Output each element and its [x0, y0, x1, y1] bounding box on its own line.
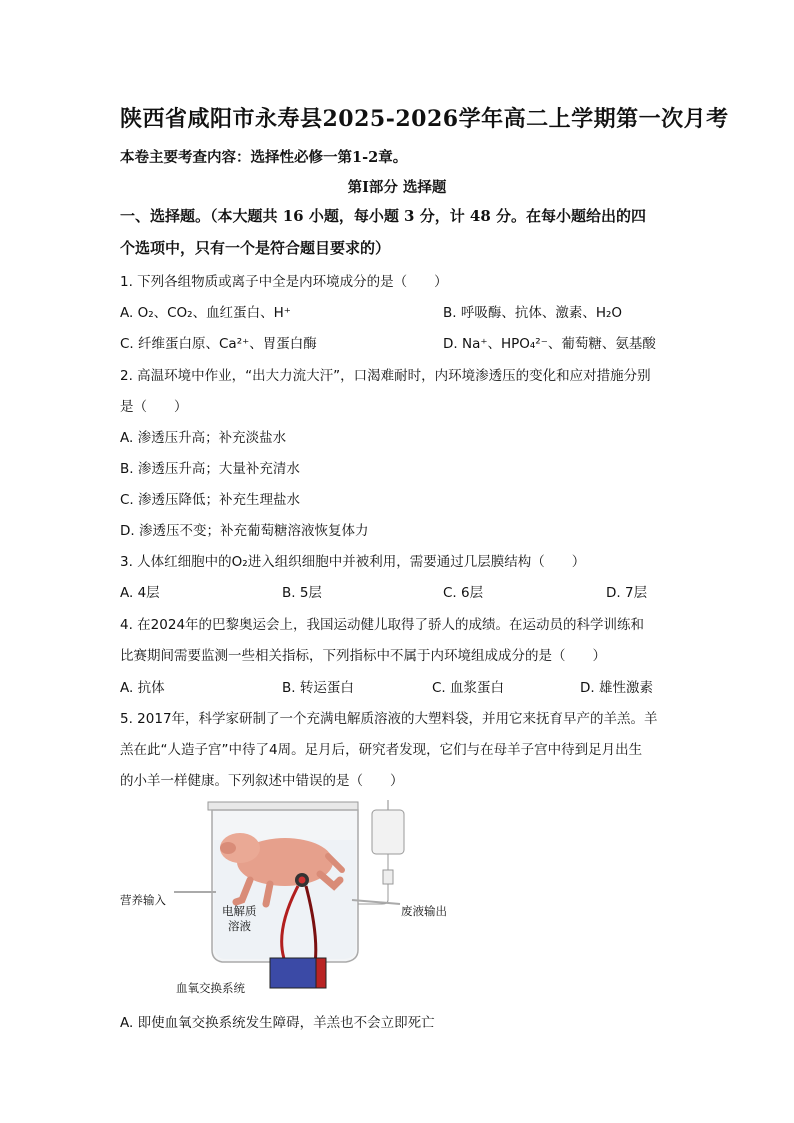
iv-bag-icon — [358, 800, 404, 904]
question-4-option-c: C. 血浆蛋白 — [432, 680, 505, 696]
artificial-womb-illustration — [120, 800, 480, 1000]
question-2-option-a: A. 渗透压升高；补充淡盐水 — [120, 430, 287, 446]
label-blood-oxygen-exchange: 血氧交换系统 — [176, 981, 245, 995]
label-waste-output: 废液输出 — [401, 904, 447, 918]
question-3-option-d: D. 7层 — [606, 585, 648, 601]
question-5-option-a: A. 即使血氧交换系统发生障碍，羊羔也不会立即死亡 — [120, 1015, 435, 1031]
waste-output-tube — [352, 900, 400, 904]
section-heading-line2: 个选项中，只有一个是符合题目要求的） — [120, 239, 391, 257]
page-title: 陕西省咸阳市永寿县2025-2026学年高二上学期第一次月考 — [120, 106, 729, 132]
question-5-stem-line1: 5. 2017年，科学家研制了一个充满电解质溶液的大塑料袋，并用它来抚育早产的羊羔。羊 — [120, 711, 658, 727]
question-2-option-b: B. 渗透压升高；大量补充清水 — [120, 461, 300, 477]
question-1-stem: 1. 下列各组物质或离子中全是内环境成分的是（ ） — [120, 274, 448, 290]
question-1-option-c: C. 纤维蛋白原、Ca²⁺、胃蛋白酶 — [120, 336, 317, 352]
label-electrolyte-2: 溶液 — [228, 919, 251, 933]
question-2-stem-line1: 2. 高温环境中作业，“出大力流大汗”，口渴难耐时，内环境渗透压的变化和应对措施分别 — [120, 368, 651, 384]
question-1-option-d: D. Na⁺、HPO₄²⁻、葡萄糖、氨基酸 — [443, 336, 656, 352]
question-3-option-c: C. 6层 — [443, 585, 484, 601]
question-3-option-a: A. 4层 — [120, 585, 160, 601]
label-electrolyte-1: 电解质 — [222, 904, 257, 918]
question-2-stem-line2: 是（ ） — [120, 399, 188, 415]
question-5-stem-line3: 的小羊一样健康。下列叙述中错误的是（ ） — [120, 773, 404, 789]
question-4-option-b: B. 转运蛋白 — [282, 680, 354, 696]
question-2-option-c: C. 渗透压降低；补充生理盐水 — [120, 492, 301, 508]
part-title: 第Ⅰ部分 选择题 — [347, 179, 447, 196]
blood-oxygen-exchanger-icon — [270, 958, 326, 988]
question-3-option-b: B. 5层 — [282, 585, 322, 601]
question-2-option-d: D. 渗透压不变；补充葡萄糖溶液恢复体力 — [120, 523, 369, 539]
question-4-option-a: A. 抗体 — [120, 680, 165, 696]
question-3-stem: 3. 人体红细胞中的O₂进入组织细胞中并被利用，需要通过几层膜结构（ ） — [120, 554, 586, 570]
bag-top-seal — [208, 802, 358, 810]
question-1-option-a: A. O₂、CO₂、血红蛋白、H⁺ — [120, 305, 291, 321]
question-4-stem-line1: 4. 在2024年的巴黎奥运会上，我国运动健儿取得了骄人的成绩。在运动员的科学训练和 — [120, 617, 645, 633]
section-heading-line1: 一、选择题。（本大题共 16 小题，每小题 3 分，计 48 分。在每小题给出的四 — [120, 207, 647, 225]
artificial-womb-figure — [120, 800, 480, 1000]
question-5-stem-line2: 羔在此“人造子宫”中待了4周。足月后，研究者发现，它们与在母羊子宫中待到足月出生 — [120, 742, 643, 758]
label-nutrient-input: 营养输入 — [120, 893, 166, 907]
question-1-option-b: B. 呼吸酶、抗体、激素、H₂O — [443, 305, 623, 321]
question-4-option-d: D. 雄性激素 — [580, 680, 653, 696]
exam-scope: 本卷主要考查内容：选择性必修一第1-2章。 — [120, 149, 408, 166]
question-4-stem-line2: 比赛期间需要监测一些相关指标，下列指标中不属于内环境组成成分的是（ ） — [120, 648, 606, 664]
